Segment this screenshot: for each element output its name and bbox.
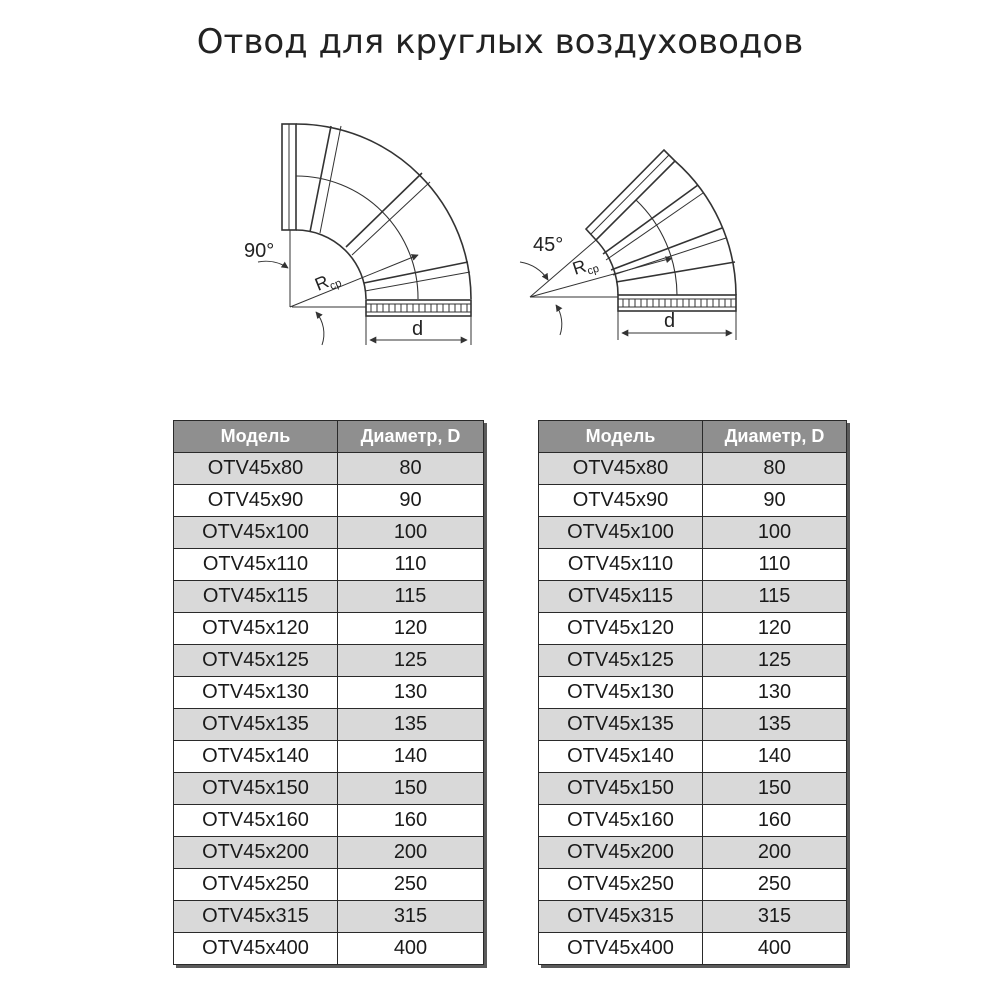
table-row [174, 901, 484, 933]
cell-model: OTV45x115 [539, 581, 703, 613]
cell-diameter: 80 [703, 453, 847, 485]
cell-diameter: 200 [703, 837, 847, 869]
header-model: Модель [539, 421, 703, 453]
cell-diameter: 140 [703, 741, 847, 773]
cell-model: OTV45x120 [174, 613, 338, 645]
table-row [174, 709, 484, 741]
cell-diameter: 250 [338, 869, 484, 901]
cell-model: OTV45x135 [174, 709, 338, 741]
diameter-label-right: d [664, 310, 676, 332]
table-row [174, 773, 484, 805]
elbow-diagrams [0, 0, 1000, 400]
table-row [539, 933, 847, 965]
cell-model: OTV45x200 [539, 837, 703, 869]
table-row [539, 869, 847, 901]
table-row [539, 901, 847, 933]
table-body [539, 453, 847, 965]
radius-label-left: $R_{ср}$ [312, 271, 344, 295]
cell-diameter: 125 [338, 645, 484, 677]
cell-model: OTV45x315 [539, 901, 703, 933]
table-body [174, 453, 484, 965]
table-row [174, 581, 484, 613]
cell-model: OTV45x120 [539, 613, 703, 645]
cell-model: OTV45x100 [539, 517, 703, 549]
cell-model: OTV45x400 [174, 933, 338, 965]
cell-model: OTV45x130 [174, 677, 338, 709]
cell-diameter: 400 [703, 933, 847, 965]
cell-diameter: 80 [338, 453, 484, 485]
cell-diameter: 250 [703, 869, 847, 901]
cell-diameter: 115 [338, 581, 484, 613]
table-row [539, 517, 847, 549]
cell-diameter: 100 [703, 517, 847, 549]
table-header-row [539, 421, 847, 453]
cell-model: OTV45x160 [174, 805, 338, 837]
cell-diameter: 100 [338, 517, 484, 549]
cell-model: OTV45x80 [174, 453, 338, 485]
table-row [539, 453, 847, 485]
cell-model: OTV45x115 [174, 581, 338, 613]
table-row [174, 517, 484, 549]
table-row [174, 485, 484, 517]
table-header-row [174, 421, 484, 453]
cell-diameter: 135 [338, 709, 484, 741]
header-model: Модель [174, 421, 338, 453]
cell-diameter: 315 [703, 901, 847, 933]
cell-model: OTV45x150 [539, 773, 703, 805]
cell-diameter: 110 [703, 549, 847, 581]
cell-model: OTV45x200 [174, 837, 338, 869]
cell-diameter: 130 [338, 677, 484, 709]
cell-model: OTV45x250 [539, 869, 703, 901]
spec-table-right [538, 420, 847, 965]
cell-model: OTV45x250 [174, 869, 338, 901]
cell-model: OTV45x125 [174, 645, 338, 677]
cell-model: OTV45x80 [539, 453, 703, 485]
header-diameter: Диаметр, D [703, 421, 847, 453]
table-row [539, 485, 847, 517]
radius-label-right: $R_{ср}$ [570, 255, 601, 279]
cell-model: OTV45x100 [174, 517, 338, 549]
table-row [539, 709, 847, 741]
cell-diameter: 110 [338, 549, 484, 581]
cell-diameter: 160 [338, 805, 484, 837]
table-row [174, 837, 484, 869]
table-row [539, 549, 847, 581]
table-row [174, 741, 484, 773]
cell-diameter: 315 [338, 901, 484, 933]
cell-diameter: 125 [703, 645, 847, 677]
cell-diameter: 150 [338, 773, 484, 805]
table-row [539, 773, 847, 805]
table-row [174, 869, 484, 901]
diameter-label-left: d [412, 318, 424, 340]
cell-model: OTV45x160 [539, 805, 703, 837]
table-row [539, 805, 847, 837]
table-row [539, 581, 847, 613]
cell-model: OTV45x140 [539, 741, 703, 773]
cell-model: OTV45x400 [539, 933, 703, 965]
cell-diameter: 400 [338, 933, 484, 965]
cell-model: OTV45x90 [174, 485, 338, 517]
table-row [174, 805, 484, 837]
cell-model: OTV45x150 [174, 773, 338, 805]
table-row [174, 677, 484, 709]
table-row [174, 549, 484, 581]
cell-diameter: 135 [703, 709, 847, 741]
cell-diameter: 120 [338, 613, 484, 645]
cell-diameter: 90 [703, 485, 847, 517]
cell-diameter: 160 [703, 805, 847, 837]
table-row [174, 645, 484, 677]
cell-model: OTV45x135 [539, 709, 703, 741]
elbow-90-drawing [258, 124, 471, 345]
table-row [539, 613, 847, 645]
table-row [539, 677, 847, 709]
spec-table-left [173, 420, 484, 965]
cell-diameter: 200 [338, 837, 484, 869]
cell-diameter: 140 [338, 741, 484, 773]
cell-diameter: 90 [338, 485, 484, 517]
table-row [539, 837, 847, 869]
cell-diameter: 130 [703, 677, 847, 709]
header-diameter: Диаметр, D [338, 421, 484, 453]
table-row [539, 741, 847, 773]
angle-90-label: 90° [244, 240, 275, 262]
table-row [174, 933, 484, 965]
cell-model: OTV45x315 [174, 901, 338, 933]
page-title: Отвод для круглых воздуховодов [196, 22, 804, 62]
angle-45-label: 45° [533, 234, 564, 256]
cell-model: OTV45x125 [539, 645, 703, 677]
cell-model: OTV45x90 [539, 485, 703, 517]
cell-diameter: 120 [703, 613, 847, 645]
cell-diameter: 115 [703, 581, 847, 613]
table-row [539, 645, 847, 677]
cell-model: OTV45x110 [539, 549, 703, 581]
cell-model: OTV45x110 [174, 549, 338, 581]
cell-model: OTV45x130 [539, 677, 703, 709]
table-row [174, 613, 484, 645]
cell-diameter: 150 [703, 773, 847, 805]
cell-model: OTV45x140 [174, 741, 338, 773]
table-row [174, 453, 484, 485]
